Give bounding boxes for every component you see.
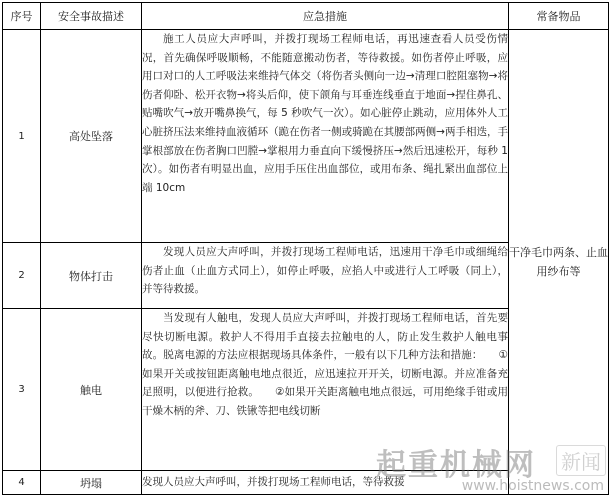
row-measure bbox=[142, 30, 509, 243]
table-header-row bbox=[3, 3, 609, 30]
row-description: 坍塌 bbox=[41, 471, 142, 495]
measure-text: 发现人员应大声呼叫，并拨打现场工程师电话，迅速用干净毛巾或细绳给伤者止血（止血方式同上），如停止呼吸，应掐人中或进行人工呼吸（同上），并等待救援。 bbox=[142, 246, 508, 296]
table-row bbox=[3, 30, 609, 243]
row-description: 物体打击 bbox=[41, 243, 142, 309]
row-measure bbox=[142, 243, 509, 309]
row-number: 1 bbox=[3, 30, 41, 243]
header-supplies: 常备物品 bbox=[509, 3, 609, 30]
row-number: 3 bbox=[3, 309, 41, 471]
watermark-site-name: 起重机械网 bbox=[376, 448, 536, 483]
row-description: 高处坠落 bbox=[41, 30, 142, 243]
header-number: 序号 bbox=[3, 3, 41, 30]
watermark-url: www.hoistnews.com bbox=[461, 478, 604, 494]
supplies-cell: 干净毛巾两条、止血用纱布等 bbox=[509, 30, 609, 495]
header-description: 安全事故描述 bbox=[41, 3, 142, 30]
row-number: 2 bbox=[3, 243, 41, 309]
measure-text: 当发现有人触电，发现人员应大声呼叫，并拨打现场工程师电话，首先要尽快切断电源。救护人不得用手直接去拉触电的人，防止发生救护人触电事故。脱离电源的方法应根据现场具体条件，一般有以下几种方法和措施： ①如果开关或按钮距离触电地点很近，应迅速拉开开关，切断电源。并应准备充足照明，以便进行抢救。 ②如果开关距离触电地点很远，可用绝缘手钳或用干燥木柄的斧、刀、铁锹等把电线切断 bbox=[142, 312, 508, 417]
watermark-news-badge: 新闻 bbox=[556, 445, 606, 476]
row-description: 触电 bbox=[41, 309, 142, 471]
row-measure: 发现人员应大声呼叫，并拨打现场工程师电话，等待救援 bbox=[142, 471, 509, 495]
measure-text: 施工人员应大声呼叫，并拨打现场工程师电话，再迅速查看人员受伤情况，首先确保呼吸顺畅，不能随意搬动伤者，等待救援。如伤者停止呼吸，应用口对口的人工呼吸法来维持气体交（将伤者头侧向一边→清理口腔阻塞物→将伤者仰卧、松开衣物→将头后仰，使下颌角与耳垂连线垂直于地面→捏住鼻孔、贴嘴吹气→放开嘴鼻换气，每 5 秒吹气一次）。如心脏停止跳动，应用体外人工心脏挤压法来维持血液循环（跪在伤者一侧或骑跪在其腰部两侧→两手相迭，手掌根部放在伤者胸口凹膛→掌根用力垂直向下缓慢挤压→然后迅速松开，每秒 1 次）。如伤者有明显出血，应用手压住出血部位，或用布条、绳扎紧出血部位上端 10cm bbox=[142, 33, 508, 194]
emergency-measures-table bbox=[2, 2, 609, 495]
row-number: 4 bbox=[3, 471, 41, 495]
header-measures: 应急措施 bbox=[142, 3, 509, 30]
row-measure bbox=[142, 309, 509, 471]
